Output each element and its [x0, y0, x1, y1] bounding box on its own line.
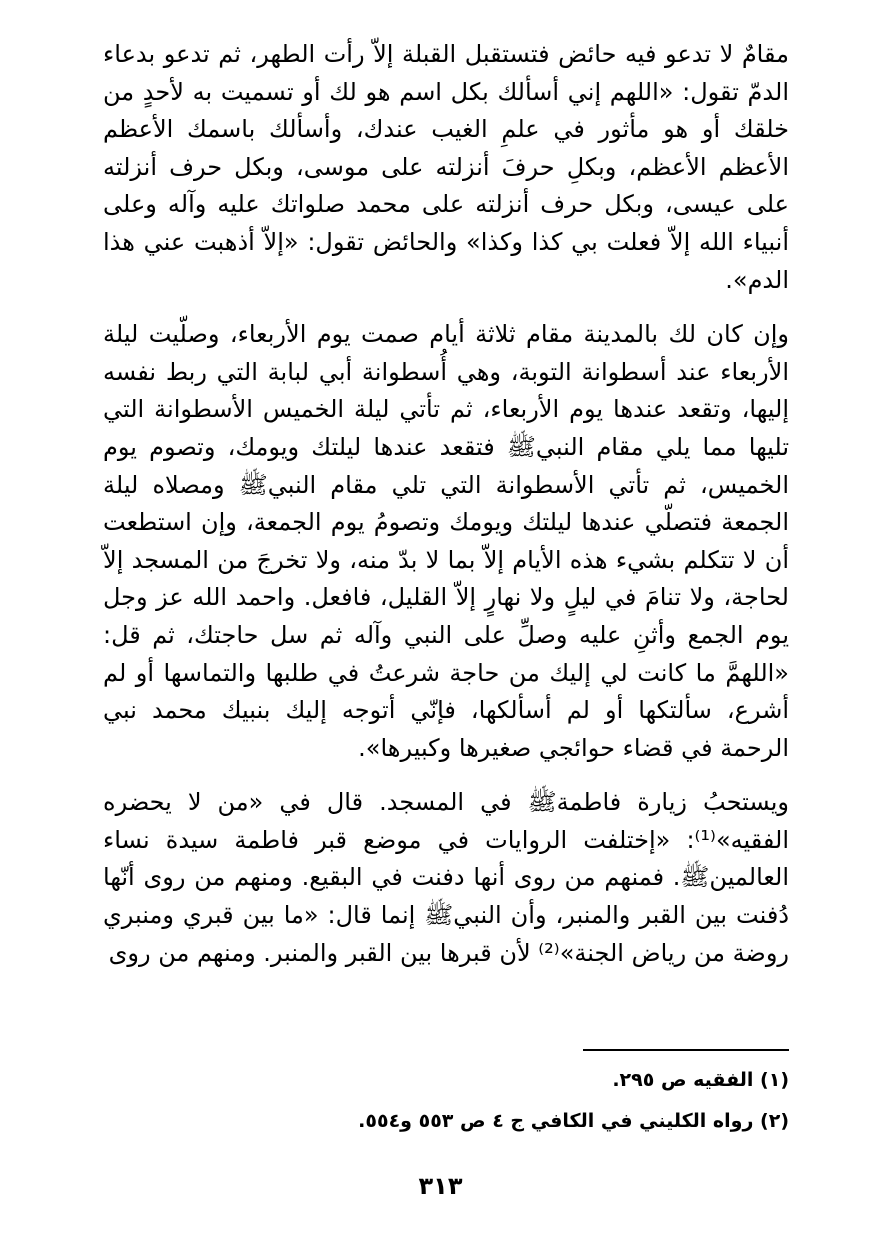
- paragraph-2: وإن كان لك بالمدينة مقام ثلاثة أيام صمت يوم الأربعاء، وصلّيت ليلة الأربعاء عند أسطوانة التوبة، وهي أُسطوانة أبي لبابة التي ربط نفسه إليها، وتقعد عندها يوم الأربعاء، ثم تأتي ليلة الخميس الأسطوانة التي تليها مما يلي مقام النبيﷺ فتقعد عندها ليلتك ويومك، وتصوم يوم الخميس، ثم تأتي الأسطوانة التي تلي مقام النبيﷺ ومصلاه ليلة الجمعة فتصلّي عندها ليلتك ويومك وتصومُ يوم الجمعة، وإن استطعت أن لا تتكلم بشيء هذه الأيام إلاّ بما لا بدّ منه، ولا تخرجَ من المسجد إلاّ لحاجة، ولا تنامَ في ليلٍ ولا نهارٍ إلاّ القليل، فافعل. واحمد الله عز وجل يوم الجمع وأثنِ عليه وصلِّ على النبي وآله ثم سل حاجتك، ثم قل: «اللهمَّ ما كانت لي إليك من حاجة شرعتُ في طلبها والتماسها أو لم أشرع، سألتكها أو لم أسألكها، فإنّي أتوجه إليك بنبيك محمد نبي الرحمة في قضاء حوائجي صغيرها وكبيرها».: [103, 320, 789, 762]
- footnote-separator: [583, 1049, 789, 1051]
- footnote-2: (٢) رواه الكليني في الكافي ج ٤ ص ٥٥٣ و٥٥٤.: [358, 1110, 789, 1132]
- paragraph-3: ويستحبُ زيارة فاطمةﷺ في المسجد. قال في «من لا يحضره الفقيه»⁽¹⁾: «إختلفت الروايات في موضع قبر فاطمة سيدة نساء العالمينﷺ. فمنهم من روى أنها دفنت في البقيع. ومنهم من روى أنّها دُفنت بين القبر والمنبر، وأن النبيﷺ إنما قال: «ما بين قبري ومنبري روضة من رياض الجنة»⁽²⁾ لأن قبرها بين القبر والمنبر. ومنهم من روى: [103, 788, 789, 967]
- page-number: ٣١٣: [418, 1172, 463, 1200]
- footnotes: [289, 1060, 789, 1142]
- page-body: [103, 36, 789, 972]
- footnote-1: (١) الفقيه ص ٢٩٥.: [612, 1069, 789, 1091]
- paragraph-1: مقامٌ لا تدعو فيه حائض فتستقبل القبلة إلاّ رأت الطهر، ثم تدعو بدعاء الدمّ تقول: «اللهم إني أسألك بكل اسم هو لك أو تسميت به لأحدٍ من خلقك أو هو مأثور في علمِ الغيب عندك، وأسألك باسمك الأعظم الأعظم الأعظم، وبكلِ حرفَ أنزلته على موسى، وبكل حرف أنزلته على عيسى، وبكل حرف أنزلته على محمد صلواتك عليه وآله وعلى أنبياء الله إلاّ فعلت بي كذا وكذا» والحائض تقول: «إلاّ أذهبت عني هذا الدم».: [103, 40, 789, 294]
